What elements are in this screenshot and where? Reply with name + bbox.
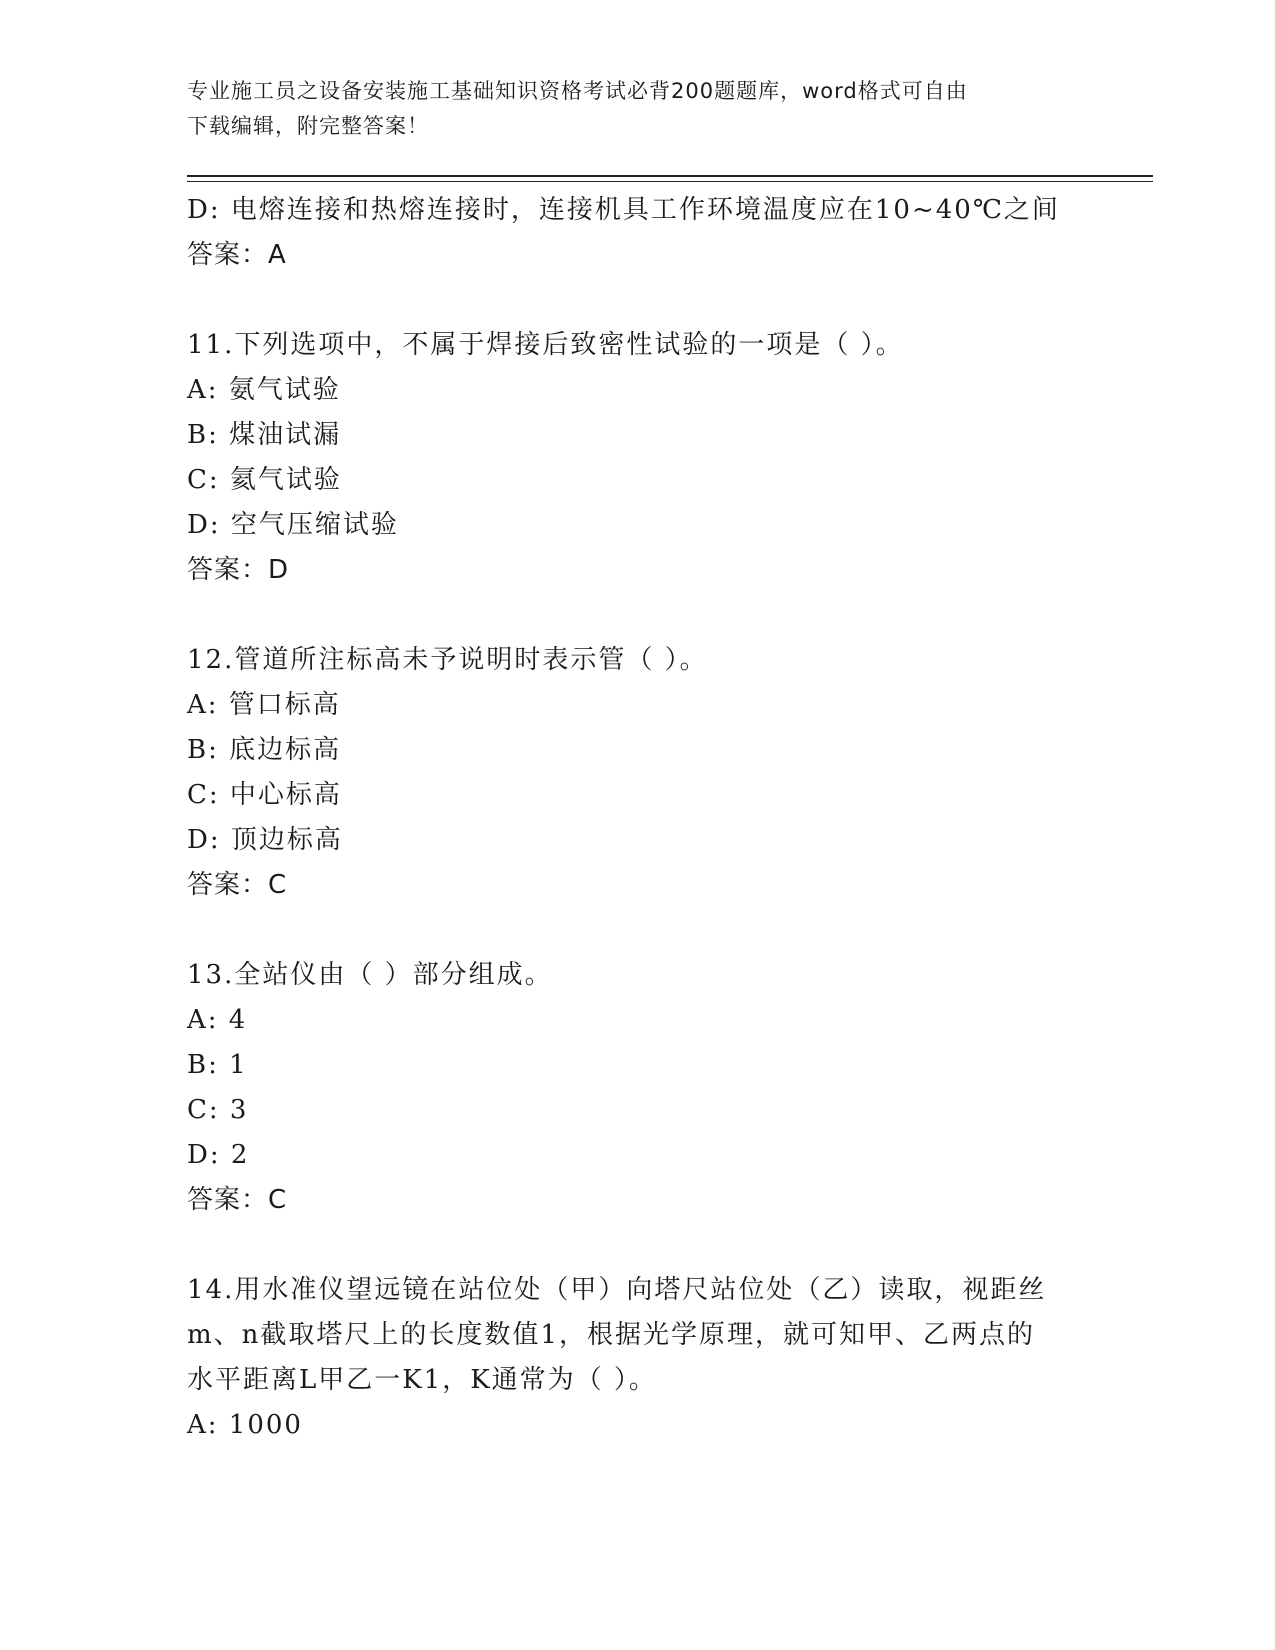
question-13-option-a: A: 4 bbox=[187, 1005, 248, 1035]
question-14-line-1: 14.用水准仪望远镜在站位处（甲）向塔尺站位处（乙）读取，视距丝 bbox=[187, 1275, 1047, 1305]
header-divider-thick bbox=[187, 175, 1153, 177]
question-11-option-b: B: 煤油试漏 bbox=[187, 420, 342, 450]
question-14-line-3: 水平距离L甲乙一K1，K通常为（ ）。 bbox=[187, 1365, 657, 1395]
question-12-option-d: D: 顶边标高 bbox=[187, 825, 343, 855]
question-11: 11.下列选项中，不属于焊接后致密性试验的一项是（ ）。 bbox=[187, 330, 904, 360]
question-13-option-d: D: 2 bbox=[187, 1140, 250, 1170]
spacer bbox=[187, 908, 1107, 953]
question-12-option-b: B: 底边标高 bbox=[187, 735, 342, 765]
spacer bbox=[187, 593, 1107, 638]
question-13-answer: 答案：C bbox=[187, 1185, 288, 1215]
question-12: 12.管道所注标高未予说明时表示管（ ）。 bbox=[187, 645, 708, 675]
question-12-answer: 答案：C bbox=[187, 870, 288, 900]
answer-prev: 答案：A bbox=[187, 240, 287, 270]
spacer bbox=[187, 278, 1107, 323]
question-list bbox=[187, 188, 1107, 1448]
question-13: 13.全站仪由（ ）部分组成。 bbox=[187, 960, 553, 990]
header-title-line-1: 专业施工员之设备安装施工基础知识资格考试必背200题题库，word格式可自由 bbox=[187, 79, 968, 103]
question-12-option-a: A: 管口标高 bbox=[187, 690, 341, 720]
option-d-prev: D: 电熔连接和热熔连接时，连接机具工作环境温度应在10~40℃之间 bbox=[187, 195, 1060, 225]
question-11-option-a: A: 氨气试验 bbox=[187, 375, 341, 405]
header-divider-thin bbox=[187, 181, 1153, 182]
question-12-option-c: C: 中心标高 bbox=[187, 780, 342, 810]
question-13-option-b: B: 1 bbox=[187, 1050, 248, 1080]
question-13-option-c: C: 3 bbox=[187, 1095, 249, 1125]
question-11-answer: 答案：D bbox=[187, 555, 290, 585]
question-11-option-c: C: 氦气试验 bbox=[187, 465, 342, 495]
document-header bbox=[187, 74, 1087, 144]
spacer bbox=[187, 1223, 1107, 1268]
question-14-option-a: A: 1000 bbox=[187, 1410, 303, 1440]
header-title-line-2: 下载编辑，附完整答案！ bbox=[187, 114, 429, 138]
question-14-line-2: m、n截取塔尺上的长度数值1，根据光学原理，就可知甲、乙两点的 bbox=[187, 1320, 1035, 1350]
question-11-option-d: D: 空气压缩试验 bbox=[187, 510, 399, 540]
